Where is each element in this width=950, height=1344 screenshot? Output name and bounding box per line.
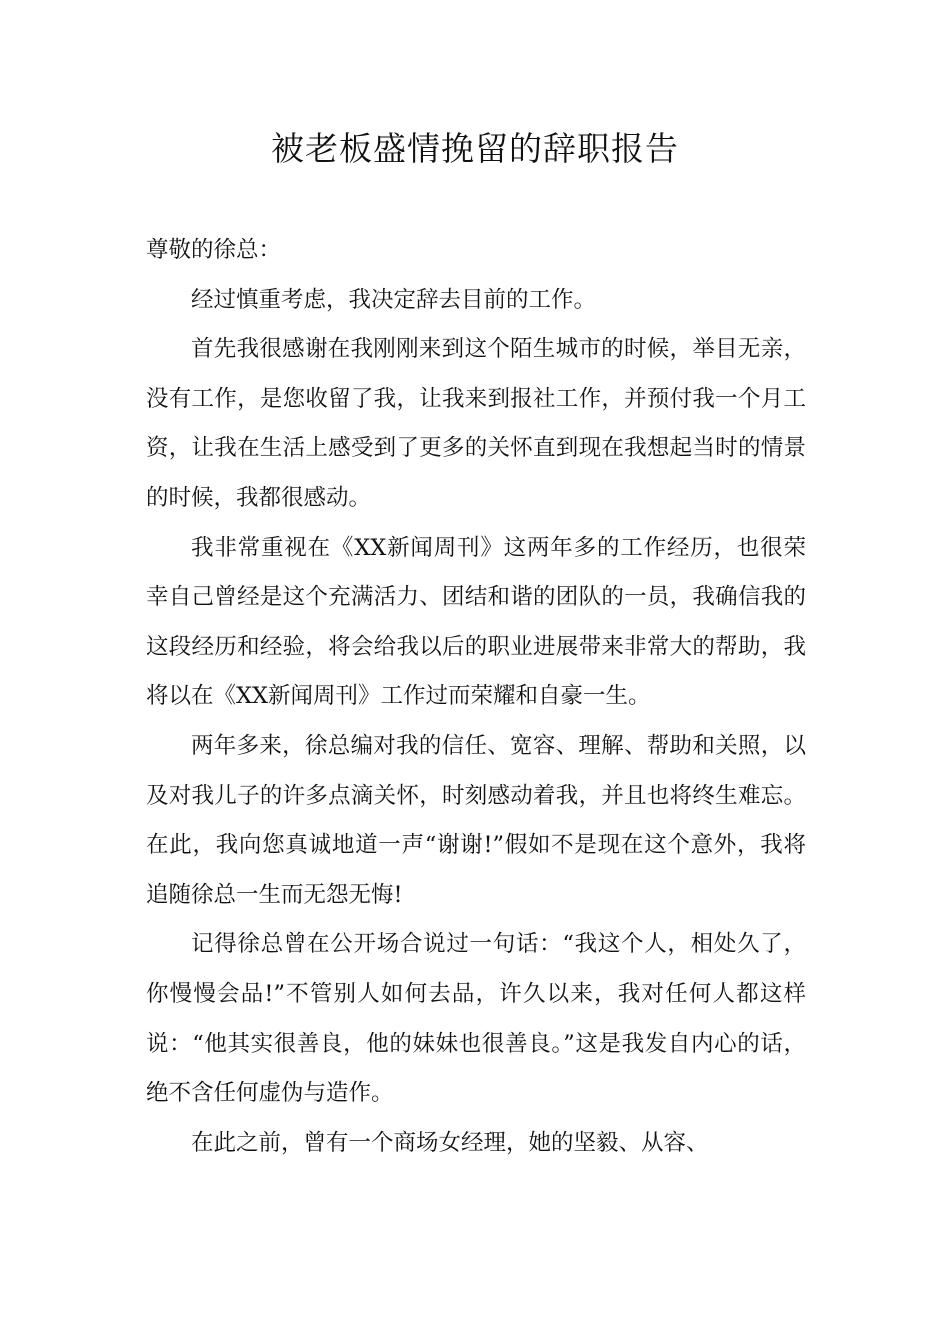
paragraph-4: 两年多来，徐总编对我的信任、宽容、理解、帮助和关照，以及对我儿子的许多点滴关怀，时刻感动着我，并且也将终生难忘。在此，我向您真诚地道一声“谢谢!”假如不是现在这个意外，我将追随徐总一生而无怨无悔! — [146, 732, 806, 908]
paragraph-3: 我非常重视在《XX新闻周刊》这两年多的工作经历，也很荣幸自己曾经是这个充满活力、团结和谐的团队的一员，我确信我的这段经历和经验，将会给我以后的职业进展带来非常大的帮助，我将以在《XX新闻周刊》工作过而荣耀和自豪一生。 — [146, 534, 806, 710]
paragraph-2: 首先我很感谢在我刚刚来到这个陌生城市的时候，举目无亲，没有工作，是您收留了我，让我来到报社工作，并预付我一个月工资，让我在生活上感受到了更多的关怀直到现在我想起当时的情景的时候，我都很感动。 — [146, 336, 806, 511]
salutation: 尊敬的徐总： — [146, 237, 282, 263]
document-body — [146, 226, 806, 1168]
paragraph-6: 在此之前，曾有一个商场女经理，她的坚毅、从容、 — [191, 1129, 709, 1156]
paragraph-5: 记得徐总曾在公开场合说过一句话：“我这个人，相处久了，你慢慢会品!”不管别人如何去品，许久以来，我对任何人都这样说：“他其实很善良，他的妹妹也很善良。”这是我发自内心的话，绝不含任何虚伪与造作。 — [146, 931, 806, 1107]
document-title: 被老板盛情挽留的辞职报告 — [271, 129, 679, 168]
paragraph-1: 经过慎重考虑，我决定辞去目前的工作。 — [191, 286, 597, 313]
